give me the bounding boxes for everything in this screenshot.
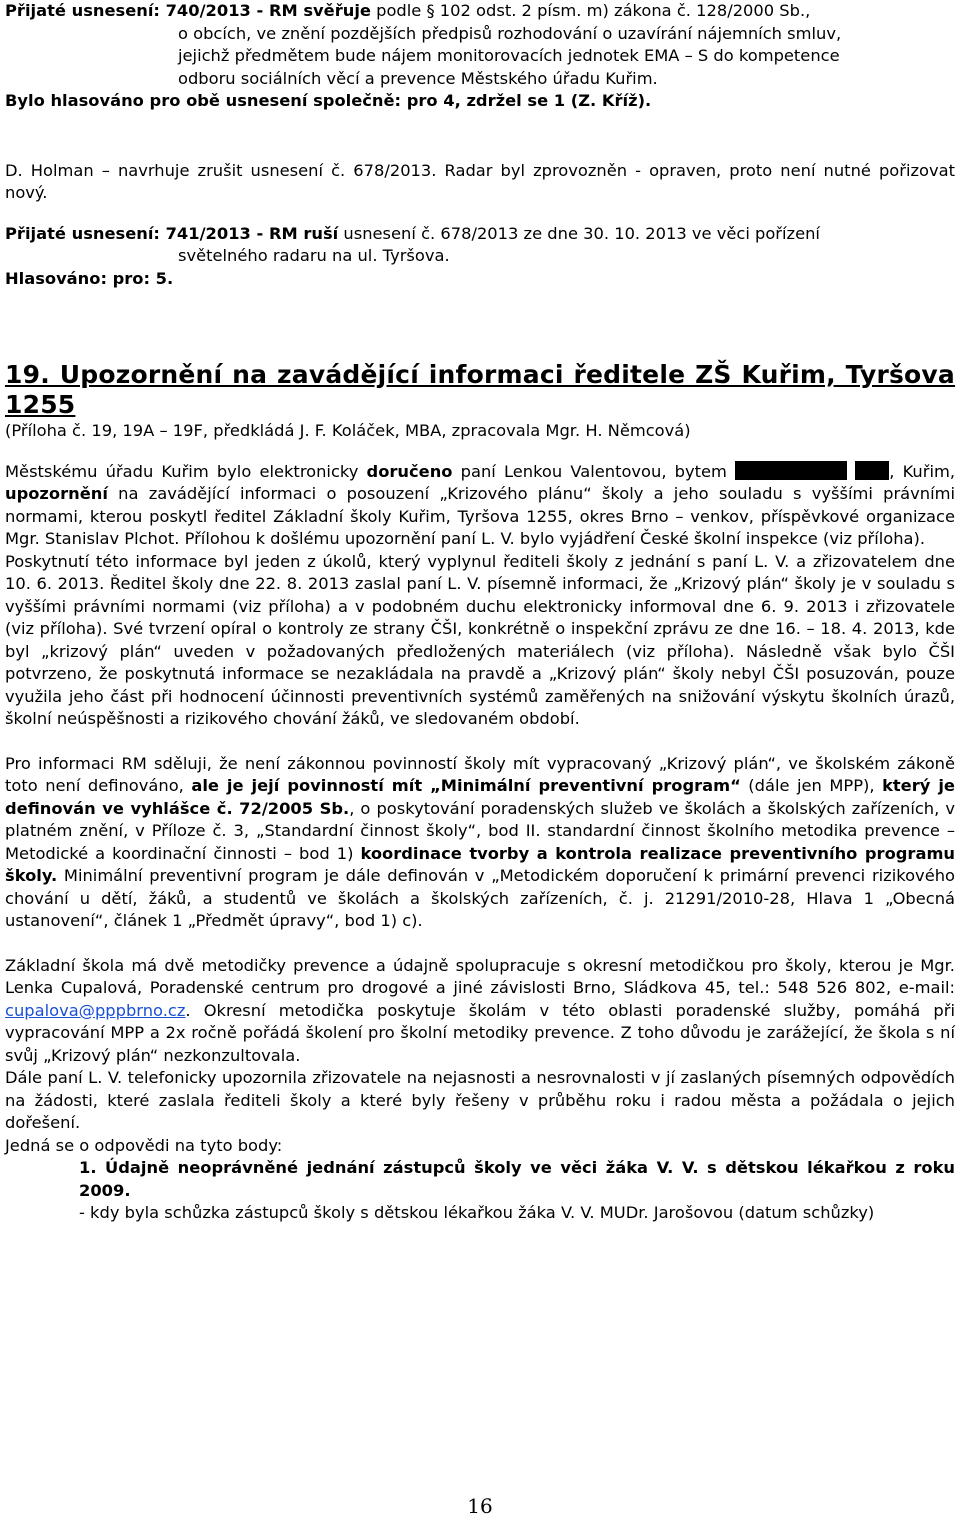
point-1-sub: - kdy byla schůzka zástupců školy s dětskou lékařkou žáka V. V. MUDr. Jarošovou (datum schůzky) (79, 1203, 875, 1222)
resolution-740 (5, 0, 955, 23)
resolution-741 (5, 223, 955, 246)
para3-text-g: Minimální preventivní program je dále definován v „Metodickém doporučení k primární prevenci rizikového chování u dětí, žáků, a studentů ve školách a školských zařízeních, č. j. 21291/2010-28, Hlava 1 „Obecná ustanovení“, článek 1 „Předmět úpravy“, bod 1) c). (5, 866, 955, 930)
para3-bold-b: ale je její povinností mít „Minimální preventivní program“ (191, 776, 741, 795)
resolution-740-line4: odboru sociálních věcí a prevence Městského úřadu Kuřim. (178, 68, 658, 88)
paragraph-rm-info (5, 753, 955, 933)
para3-bold-f: koordinace tvorby a kontrola realizace preventivního programu školy. (5, 843, 955, 885)
resolution-741-text: usnesení č. 678/2013 ze dne 30. 10. 2013 ve věci pořízení (338, 223, 820, 243)
para1-text-a: Městskému úřadu Kuřim bylo elektronicky (5, 461, 367, 481)
para3-bold-d: který je definován ve vyhlášce č. 72/2005 Sb. (5, 776, 955, 818)
para3-text-a: Pro informaci RM sděluji, že není zákonnou povinností školy mít vypracovaný „Krizový plán“, ve školském zákoně toto není definováno, (5, 753, 955, 795)
section-subtitle: (Příloha č. 19, 19A – 19F, předkládá J. F. Koláček, MBA, zpracovala Mgr. H. Němcová) (5, 421, 691, 440)
para3-text-e: , o poskytování poradenských služeb ve školách a školských zařízeních, v platném znění, v Příloze č. 3, „Standardní činnost školy“, bod II. standardní činnost školního metodika prevence – Metodické a koordinační činnosti – bod 1) (5, 798, 955, 863)
para1-text-f: na zavádějící informaci o posouzení „Krizového plánu“ školy a jeho souladu s vyššími právními normami, kterou poskytl ředitel Základní školy Kuřim, Tyršova 1255, okres Brno – venkov, příspěvkové organizace Mgr. Stanislav Plchot. Přílohou k došlému upozornění paní L. V. bylo vyjádření České školní inspekce (viz příloha). (5, 484, 955, 548)
resolution-741-lead: Přijaté usnesení: 741/2013 - RM ruší (5, 223, 339, 243)
redaction-block-1 (735, 461, 847, 480)
para1-delivered: doručeno (366, 461, 453, 481)
para1-text-d: , Kuřim, (889, 461, 956, 481)
resolution-740-line2: o obcích, ve znění pozdějších předpisů rozhodování o uzavírání nájemních smluv, (178, 23, 842, 43)
paragraph-info: Poskytnutí této informace byl jeden z úkolů, který vyplynul řediteli školy z jednání s paní L. V. a zřizovatelem dne 10. 6. 2013. Ředitel školy dne 22. 8. 2013 zaslal paní L. V. písemně informaci, že „Krizový plán“ školy je v souladu s vyššími právními normami (viz příloha) a v podobném duchu elektronicky informoval dne 6. 9. 2013 i zřizovatele (viz příloha). Své tvrzení opíral o kontroly ze strany ČŠI, konkrétně o inspekční zprávu ze dne 16. – 18. 4. 2013, kde byl „krizový plán“ uveden v požadovaných předložených materiálech (viz příloha). Následně však bylo ČŠI potvrzeno, že poskytnutá informace se nezakládala na pravdě a „Krizový plán“ školy nebyl ČŠI posuzován, pouze využila jeho část při hodnocení účinnosti preventivních systémů zaměřených na snižování výskytu školních úrazů, školní neúspěšnosti a rizikového chování žáků, ve sledovaném období. (5, 551, 955, 728)
document-page (5, 0, 955, 1225)
point-1: 1. Údajně neoprávněné jednání zástupců školy ve věci žáka V. V. s dětskou lékařkou z roku 2009. (79, 1158, 955, 1200)
para1-text-c: paní Lenkou Valentovou, bytem (452, 461, 736, 481)
paragraph-notice (5, 461, 955, 551)
resolution-740-text: podle § 102 odst. 2 písm. m) zákona č. 128/2000 Sb., (370, 1, 811, 20)
para3-text-c: (dále jen MPP), (740, 776, 883, 795)
para4-text-b: . Okresní metodička poskytuje školám v této oblasti poradenské služby, pomáhá při vypracování MPP a 2x ročně pořádá školení pro školní metodiky prevence. Z toho důvodu je zarážející, že škola s ní svůj „Krizový plán“ nezkonzultovala. (5, 1000, 955, 1065)
holman-proposal: D. Holman – navrhuje zrušit usnesení č. 678/2013. Radar byl zprovozněn - opraven, proto není nutné pořizovat nový. (5, 160, 955, 202)
resolution-741-line2: světelného radaru na ul. Tyršova. (178, 246, 450, 265)
para1-notice-word: upozornění (5, 484, 108, 503)
paragraph-phone-notice: Dále paní L. V. telefonicky upozornila zřizovatele na nejasnosti a nesrovnalosti v jí zaslaných písemných odpovědích na žádosti, které zaslala řediteli školy a které byly řešeny v průběhu roku i radou města a požádala o jejich dořešení. (5, 1068, 955, 1132)
vote-line-2: Hlasováno: pro: 5. (5, 268, 174, 288)
resolution-740-line3: jejichž předmětem bude nájem monitorovacích jednotek EMA – S do kompetence (178, 46, 840, 65)
paragraph-methodist (5, 955, 955, 1068)
para4-text-a: Základní škola má dvě metodičky prevence a údajně spolupracuje s okresní metodičkou pro školy, kterou je Mgr. Lenka Cupalová, Poradenské centrum pro drogové a jiné závislosti Brno, Sládkova 45, tel.: 548 526 802, e-mail: (5, 955, 955, 997)
email-link[interactable]: cupalova@pppbrno.cz (5, 1000, 186, 1020)
paragraph-points-intro: Jedná se o odpovědi na tyto body: (5, 1135, 283, 1155)
section-title: 19. Upozornění na zavádějící informaci ředitele ZŠ Kuřim, Tyršova 1255 (5, 360, 955, 419)
vote-line-1: Bylo hlasováno pro obě usnesení společně: pro 4, zdržel se 1 (Z. Kříž). (5, 91, 652, 110)
resolution-740-lead: Přijaté usnesení: 740/2013 - RM svěřuje (5, 1, 371, 20)
page-number: 16 (467, 1494, 493, 1518)
redaction-block-2 (855, 461, 889, 480)
